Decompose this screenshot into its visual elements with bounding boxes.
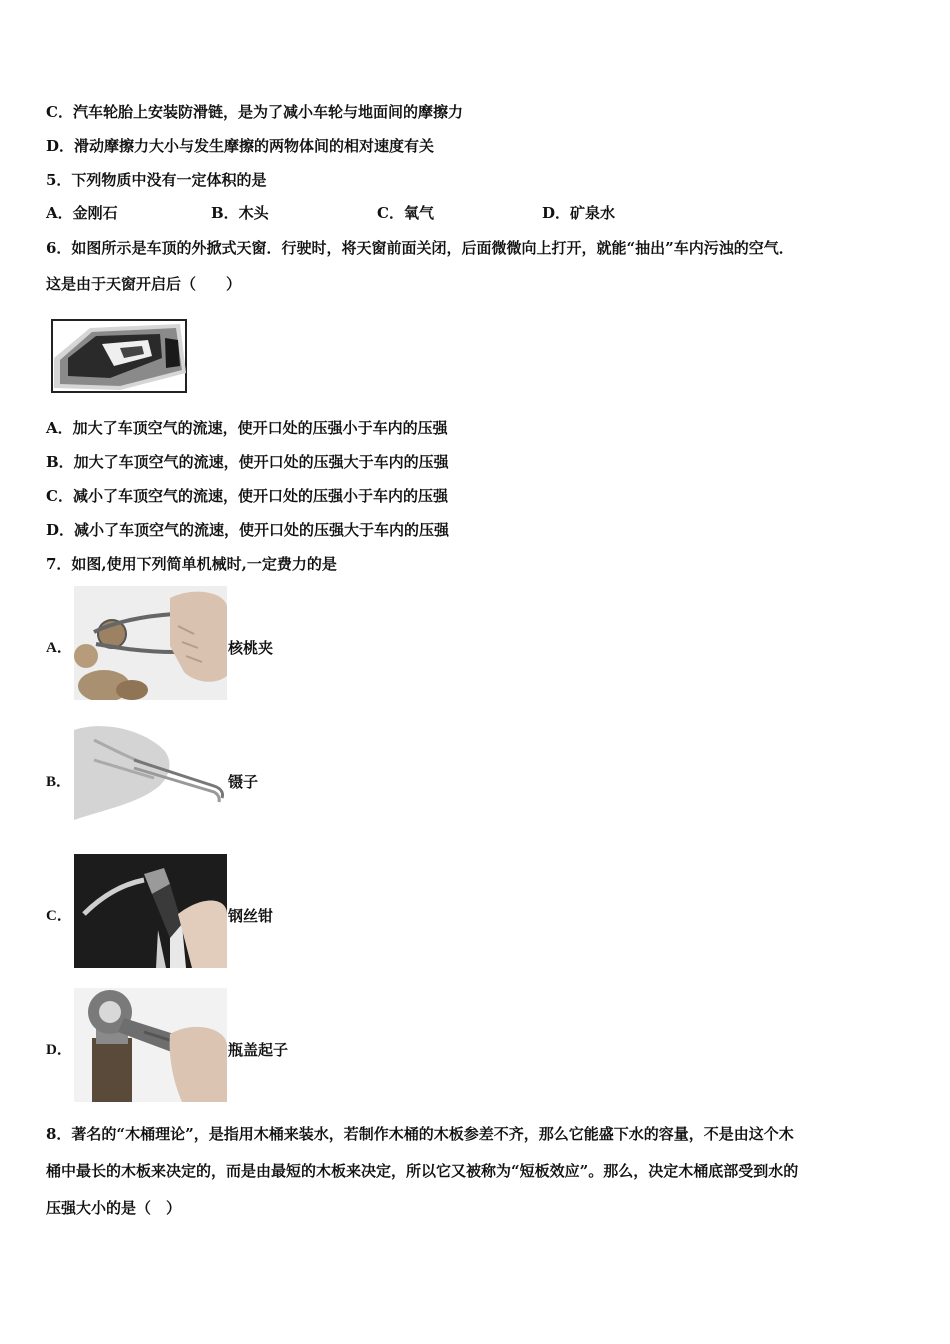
q8-stem-line3: 压强大小的是（ ）	[46, 1199, 182, 1217]
q7-option-d-label: D．	[46, 1042, 72, 1058]
q6-option-d: D．减小了车顶空气的流速，使开口处的压强大于车内的压强	[46, 521, 450, 539]
q4-option-c: C．汽车轮胎上安装防滑链，是为了减小车轮与地面间的摩擦力	[46, 103, 463, 121]
wire-pliers-figure	[74, 854, 227, 968]
q7-option-a-caption: 核桃夹	[228, 639, 274, 657]
q6-option-b: B．加大了车顶空气的流速，使开口处的压强大于车内的压强	[46, 453, 449, 471]
q7-option-b-caption: 镊子	[228, 773, 259, 791]
bottle-opener-icon	[74, 988, 227, 1102]
q6-stem-line2: 这是由于天窗开启后（ ）	[46, 275, 242, 293]
nutcracker-figure	[74, 586, 227, 700]
wire-pliers-icon	[74, 854, 227, 968]
q7-option-d-caption: 瓶盖起子	[228, 1041, 289, 1059]
q7-option-b-label: B．	[46, 774, 72, 790]
tweezers-figure	[74, 720, 227, 834]
car-sunroof-icon	[50, 318, 188, 394]
q5-option-a: A．金刚石	[46, 204, 118, 222]
bottle-opener-figure	[74, 988, 227, 1102]
q7-option-c-caption: 钢丝钳	[228, 907, 274, 925]
q5-option-d: D．矿泉水	[542, 204, 616, 222]
q5-option-b: B．木头	[211, 204, 269, 222]
q8-stem-line2: 桶中最长的木板来决定的，而是由最短的木板来决定，所以它又被称为“短板效应”。那么，决定木桶底部受到水的	[46, 1162, 799, 1180]
q5-option-c: C．氧气	[377, 204, 434, 222]
q5-options	[46, 203, 696, 223]
q7-option-c-label: C．	[46, 908, 72, 924]
q5-stem: 5．下列物质中没有一定体积的是	[46, 171, 267, 189]
q6-option-c: C．减小了车顶空气的流速，使开口处的压强小于车内的压强	[46, 487, 448, 505]
q7-option-a-label: A．	[46, 640, 72, 656]
nutcracker-icon	[74, 586, 227, 700]
car-sunroof-figure	[50, 318, 188, 394]
q8-stem-line1: 8．著名的“木桶理论”，是指用木桶来装水，若制作木桶的木板参差不齐，那么它能盛下水的容量，不是由这个木	[46, 1125, 794, 1143]
q6-stem-line1: 6．如图所示是车顶的外掀式天窗．行驶时，将天窗前面关闭，后面微微向上打开，就能“抽出”车内污浊的空气．	[46, 239, 794, 257]
q4-option-d: D．滑动摩擦力大小与发生摩擦的两物体间的相对速度有关	[46, 137, 435, 155]
q7-stem: 7．如图,使用下列简单机械时,一定费力的是	[46, 555, 337, 573]
q6-option-a: A．加大了车顶空气的流速，使开口处的压强小于车内的压强	[46, 419, 448, 437]
tweezers-icon	[74, 720, 227, 834]
